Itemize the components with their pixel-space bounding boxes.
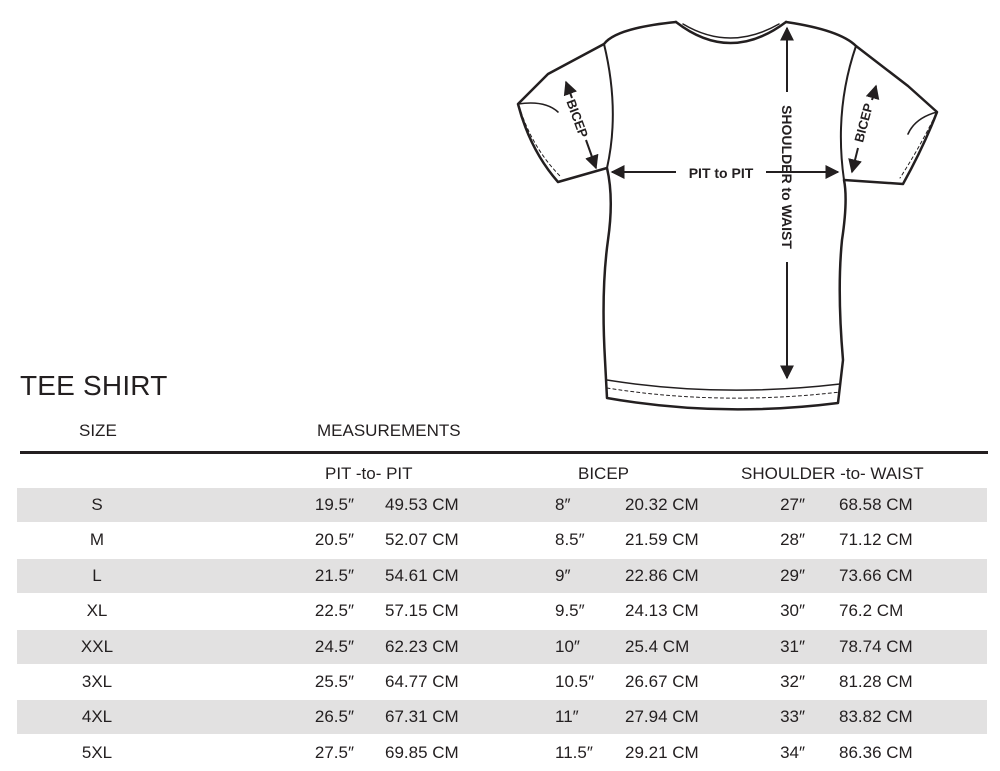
- size-cell: M: [89, 530, 105, 550]
- pit-inches-cell: 19.5″: [314, 495, 354, 514]
- bicep-inches-cell: 11.5″: [555, 742, 593, 762]
- bicep-left-label: BICEP: [563, 97, 592, 140]
- pit-inches-cell: 26.5″: [314, 707, 354, 727]
- pit-cm-cell: 57.15 CM: [385, 601, 459, 621]
- size-cell: L: [92, 565, 102, 585]
- table-row: [17, 523, 987, 557]
- table-row: [17, 559, 987, 593]
- pit-inches-cell: 22.5″: [314, 601, 354, 621]
- bicep-inches-cell: 9″: [555, 565, 571, 585]
- chart-title: TEE SHIRT: [20, 370, 168, 401]
- pit-to-pit-label: PIT to PIT: [688, 165, 754, 181]
- table-row: [17, 630, 987, 664]
- pit-cm-cell: 52.07 CM: [385, 530, 459, 550]
- shoulder-waist-cm-cell: 71.12 CM: [839, 530, 913, 550]
- pit-cm-cell: 49.53 CM: [385, 495, 459, 514]
- pit-inches-cell: 25.5″: [314, 672, 354, 691]
- bicep-cm-cell: 20.32 CM: [625, 495, 699, 514]
- size-cell: S: [91, 495, 103, 514]
- pit-inches-cell: 20.5″: [314, 530, 354, 550]
- shoulder-waist-inches-cell: 27″: [780, 495, 805, 514]
- size-cell: 3XL: [81, 672, 113, 691]
- bicep-inches-cell: 9.5″: [555, 601, 585, 621]
- shoulder-waist-inches-cell: 30″: [780, 601, 805, 621]
- size-cell: XL: [86, 601, 108, 621]
- table-row: [17, 700, 987, 734]
- table-row: [17, 736, 987, 770]
- bicep-inches-cell: 8″: [555, 495, 571, 514]
- bicep-cm-cell: 27.94 CM: [625, 707, 699, 727]
- pit-cm-cell: 62.23 CM: [385, 636, 459, 656]
- size-cell: XXL: [80, 636, 114, 656]
- pit-to-pit-header: PIT -to- PIT: [325, 464, 413, 483]
- bicep-inches-cell: 10″: [555, 636, 580, 656]
- shoulder-waist-inches-cell: 34″: [780, 742, 805, 762]
- shoulder-waist-cm-cell: 86.36 CM: [839, 742, 913, 762]
- shoulder-waist-cm-cell: 78.74 CM: [839, 636, 913, 656]
- shoulder-to-waist-header: SHOULDER -to- WAIST: [741, 464, 924, 483]
- collar: [676, 22, 786, 43]
- pit-cm-cell: 64.77 CM: [385, 672, 459, 691]
- shoulder-waist-cm-cell: 68.58 CM: [839, 495, 913, 514]
- shoulder-waist-cm-cell: 76.2 CM: [839, 601, 904, 621]
- pit-inches-cell: 21.5″: [314, 565, 354, 585]
- pit-cm-cell: 54.61 CM: [385, 565, 459, 585]
- table-row: [17, 488, 987, 522]
- shoulder-waist-inches-cell: 31″: [780, 636, 805, 656]
- pit-cm-cell: 67.31 CM: [385, 707, 459, 727]
- shoulder-waist-inches-cell: 32″: [780, 672, 805, 691]
- pit-inches-cell: 27.5″: [314, 742, 354, 762]
- pit-cm-cell: 69.85 CM: [385, 742, 459, 762]
- bicep-cm-cell: 22.86 CM: [625, 565, 699, 585]
- shoulder-to-waist-label: SHOULDER to WAIST: [779, 105, 795, 249]
- table-row: [17, 594, 987, 628]
- bicep-cm-cell: 21.59 CM: [625, 530, 699, 550]
- table-row: [17, 665, 987, 699]
- bicep-inches-cell: 10.5″: [555, 672, 595, 691]
- bicep-cm-cell: 25.4 CM: [625, 636, 690, 656]
- bicep-cm-cell: 24.13 CM: [625, 601, 699, 621]
- shoulder-waist-cm-cell: 81.28 CM: [839, 672, 913, 691]
- shoulder-waist-inches-cell: 29″: [780, 565, 805, 585]
- bicep-inches-cell: 11″: [555, 707, 579, 727]
- bicep-cm-cell: 29.21 CM: [625, 742, 699, 762]
- header-divider: [20, 451, 988, 454]
- bicep-header: BICEP: [578, 464, 630, 483]
- bicep-right-label: BICEP: [851, 101, 877, 144]
- shoulder-waist-inches-cell: 28″: [780, 530, 805, 550]
- bicep-inches-cell: 8.5″: [555, 530, 585, 550]
- bicep-cm-cell: 26.67 CM: [625, 672, 699, 691]
- pit-inches-cell: 24.5″: [314, 636, 354, 656]
- size-cell: 4XL: [81, 707, 113, 727]
- shoulder-waist-inches-cell: 33″: [780, 707, 805, 727]
- measurements-header: MEASUREMENTS: [317, 421, 461, 440]
- shirt-outline: [518, 22, 937, 409]
- size-cell: 5XL: [81, 742, 113, 762]
- size-header: SIZE: [79, 421, 117, 440]
- shoulder-waist-cm-cell: 73.66 CM: [839, 565, 913, 585]
- shoulder-waist-cm-cell: 83.82 CM: [839, 707, 913, 727]
